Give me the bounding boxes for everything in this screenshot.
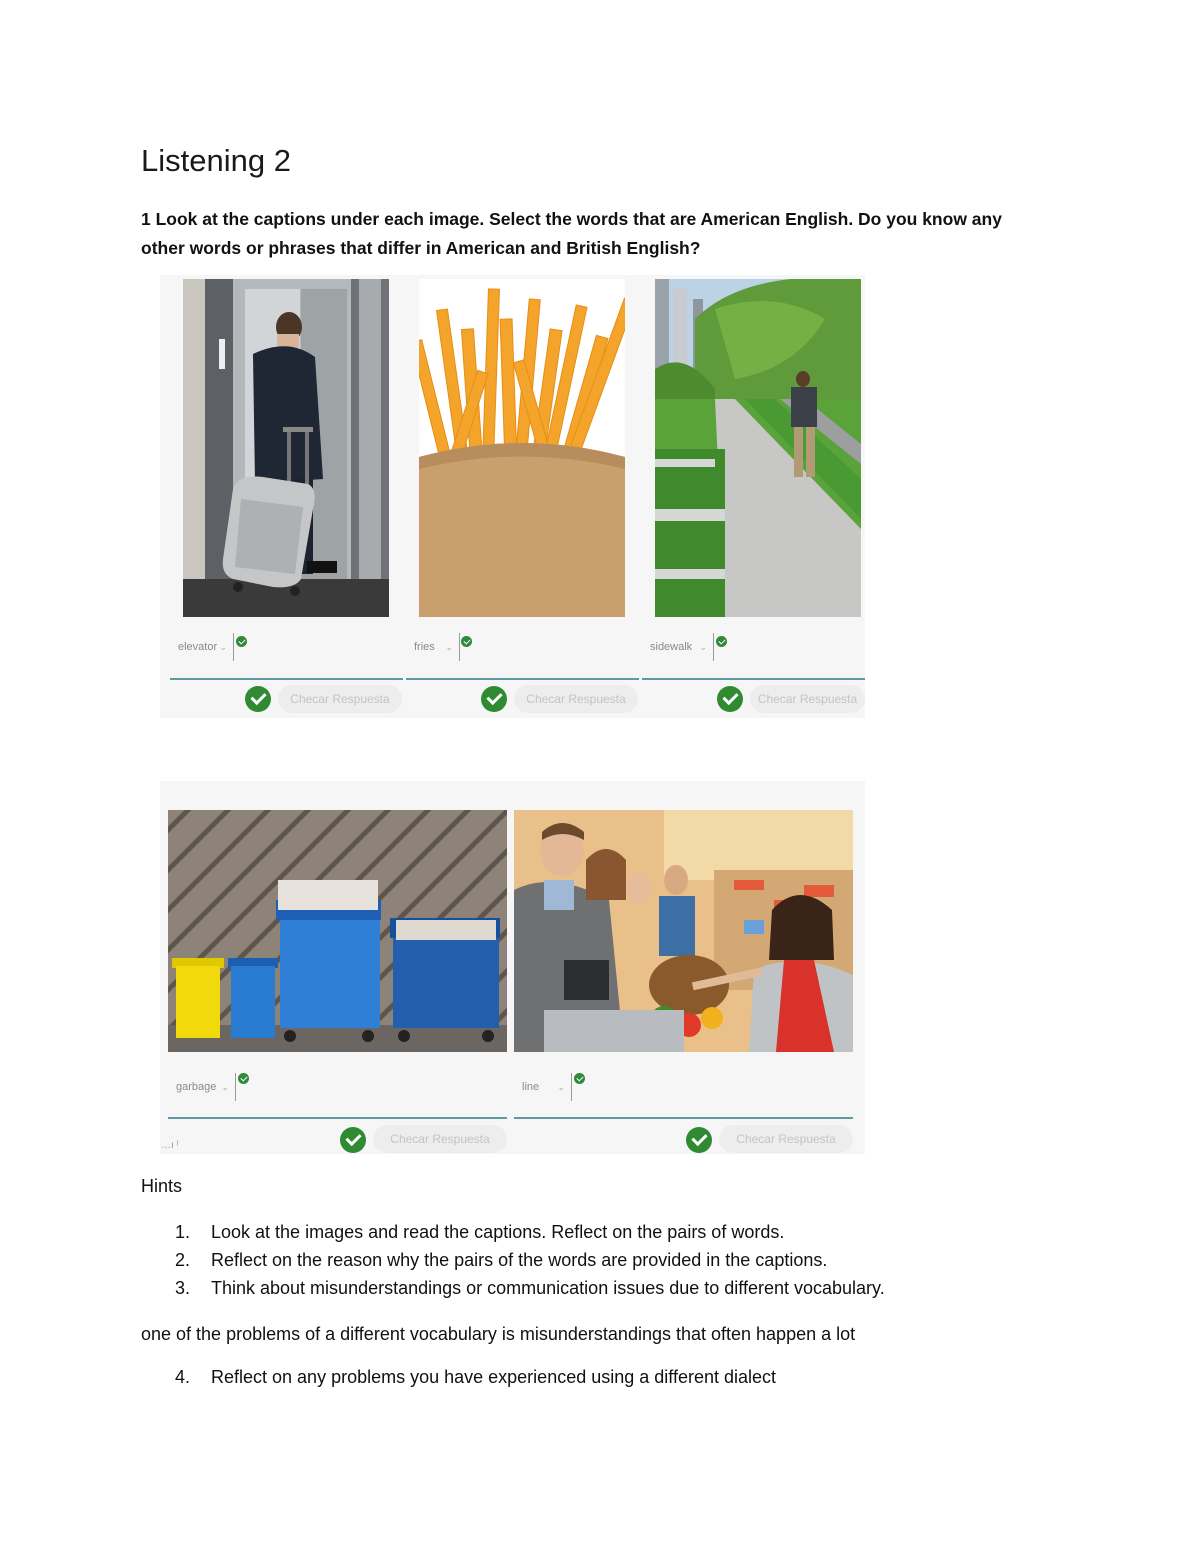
hints-heading: Hints bbox=[141, 1176, 183, 1196]
divider bbox=[406, 678, 639, 680]
check-answer-button[interactable]: Checar Respuesta bbox=[514, 685, 638, 713]
correct-check-icon bbox=[340, 1127, 366, 1153]
caption-select-elevator[interactable]: elevator ⌄ bbox=[170, 633, 234, 661]
chevron-down-icon: ⌄ bbox=[221, 1082, 229, 1092]
check-icon bbox=[238, 1073, 249, 1084]
chevron-down-icon: ⌄ bbox=[557, 1082, 565, 1092]
check-answer-button[interactable]: Checar Respuesta bbox=[278, 685, 402, 713]
fries-photo bbox=[419, 279, 625, 617]
list-item: 3. Think about misunderstandings or communication issues due to different vocabulary. bbox=[175, 1278, 885, 1298]
divider bbox=[170, 678, 403, 680]
check-answer-button[interactable]: Checar Respuesta bbox=[750, 685, 865, 713]
divider bbox=[514, 1117, 853, 1119]
caption-select-line[interactable]: line ⌄ bbox=[514, 1073, 572, 1101]
caption-select-sidewalk[interactable]: sidewalk ⌄ bbox=[642, 633, 714, 661]
caption-select-fries[interactable]: fries ⌄ bbox=[406, 633, 460, 661]
check-icon bbox=[716, 636, 727, 647]
chevron-down-icon: ⌄ bbox=[699, 642, 707, 652]
chevron-down-icon: ⌄ bbox=[445, 642, 453, 652]
list-item: 2. Reflect on the reason why the pairs of the words are provided in the captions. bbox=[175, 1250, 828, 1270]
exercise-panel-bottom bbox=[160, 781, 865, 1154]
chevron-down-icon: ⌄ bbox=[219, 642, 227, 652]
check-answer-button[interactable]: Checar Respuesta bbox=[719, 1125, 853, 1153]
student-answer: one of the problems of a different vocabulary is misunderstandings that often happen a lot bbox=[141, 1324, 856, 1344]
elevator-photo bbox=[183, 279, 389, 617]
correct-check-icon bbox=[717, 686, 743, 712]
exercise-panel-top bbox=[160, 275, 865, 718]
hint-list bbox=[141, 1218, 885, 1302]
list-item: 4. Reflect on any problems you have experienced using a different dialect bbox=[175, 1367, 777, 1387]
check-icon bbox=[461, 636, 472, 647]
hint-list-continued bbox=[141, 1363, 776, 1391]
divider bbox=[168, 1117, 507, 1119]
page-title: Listening 2 bbox=[141, 143, 291, 178]
correct-check-icon bbox=[481, 686, 507, 712]
garbage-bins-photo bbox=[168, 810, 507, 1052]
divider bbox=[642, 678, 865, 680]
check-answer-button[interactable]: Checar Respuesta bbox=[373, 1125, 507, 1153]
checkout-line-photo bbox=[514, 810, 853, 1052]
correct-check-icon bbox=[686, 1127, 712, 1153]
check-icon bbox=[236, 636, 247, 647]
caption-select-garbage[interactable]: garbage ⌄ bbox=[168, 1073, 236, 1101]
instructions: 1 Look at the captions under each image. Select the words that are American English. Do you know any other words or phrases that differ in American and British English? bbox=[141, 209, 1002, 258]
check-icon bbox=[574, 1073, 585, 1084]
correct-check-icon bbox=[245, 686, 271, 712]
stray-mark: …ı ᴵ bbox=[161, 1140, 179, 1151]
list-item: 1. Look at the images and read the captions. Reflect on the pairs of words. bbox=[175, 1222, 785, 1242]
sidewalk-photo bbox=[655, 279, 861, 617]
